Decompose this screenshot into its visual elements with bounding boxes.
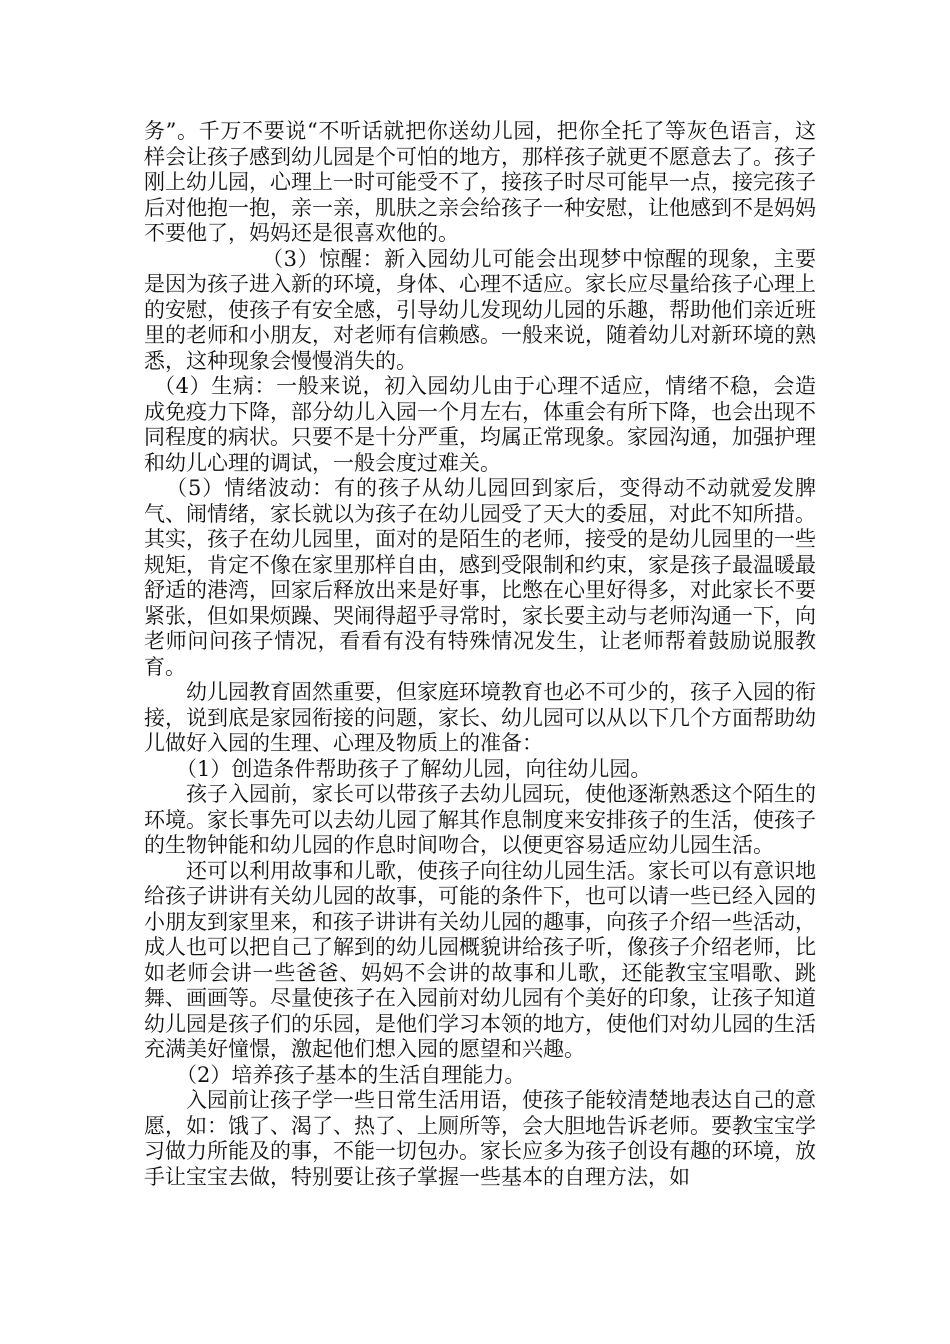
paragraph-continuation: 务”。千万不要说“不听话就把你送幼儿园，把你全托了等灰色语言，这样会让孩子感到幼儿园是个可怕的地方，那样孩子就更不愿意去了。孩子刚上幼儿园，心理上一时可能受不了，接孩子时尽可能早一点，接完孩子后对他抱一抱，亲一亲，肌肤之亲会给孩子一种安慰，让他感到不是妈妈不要他了，妈妈还是很喜欢他的。 (144, 119, 816, 245)
paragraph-self-care: 入园前让孩子学一些日常生活用语，使孩子能较清楚地表达自己的意愿，如：饿了、渴了、热了、上厕所等，会大胆地告诉老师。要教宝宝学习做力所能及的事，不能一切包办。家长应多为孩子创设有趣的环境，放手让宝宝去做，特别要让孩子掌握一些基本的自理方法，如 (144, 1088, 816, 1189)
paragraph-item-3-waking: （3）惊醒：新入园幼儿可能会出现梦中惊醒的现象，主要是因为孩子进入新的环境，身体、心理不适应。家长应尽量给孩子心理上的安慰，使孩子有安全感，引导幼儿发现幼儿园的乐趣，帮助他们亲近班里的老师和小朋友，对老师有信赖感。一般来说，随着幼儿对新环境的熟悉，这种现象会慢慢消失的。 (144, 246, 816, 373)
paragraph-item-4-illness: （4）生病：一般来说，初入园幼儿由于心理不适应，情绪不稳，会造成免疫力下降，部分幼儿入园一个月左右，体重会有所下降，也会出现不同程度的病状。只要不是十分严重，均属正常现象。家园沟通，加强护理和幼儿心理的调试，一般会度过难关。 (144, 374, 816, 475)
paragraph-stories-songs: 还可以利用故事和儿歌，使孩子向往幼儿园生活。家长可以有意识地给孩子讲讲有关幼儿园的故事，可能的条件下，也可以请一些已经入园的小朋友到家里来，和孩子讲讲有关幼儿园的趣事，向孩子介绍一些活动，成人也可以把自己了解到的幼儿园概貌讲给孩子听，像孩子介绍老师，比如老师会讲一些爸爸、妈妈不会讲的故事和儿歌，还能教宝宝唱歌、跳舞、画画等。尽量使孩子在入园前对幼儿园有个美好的印象，让孩子知道幼儿园是孩子们的乐园，是他们学习本领的地方，使他们对幼儿园的生活充满美好憧憬，激起他们想入园的愿望和兴趣。 (144, 858, 816, 1061)
paragraph-heading-1: （1）创造条件帮助孩子了解幼儿园，向往幼儿园。 (176, 756, 652, 781)
paragraph-family-education: 幼儿园教育固然重要，但家庭环境教育也必不可少的，孩子入园的衔接，说到底是家园衔接的问题，家长、幼儿园可以从以下几个方面帮助幼儿做好入园的生理、心理及物质上的准备： (144, 680, 816, 755)
document-body (144, 119, 816, 1190)
paragraph-item-5-mood: （5）情绪波动：有的孩子从幼儿园回到家后，变得动不动就爱发脾气、闹情绪，家长就以为孩子在幼儿园受了天大的委屈，对此不知所措。其实，孩子在幼儿园里，面对的是陌生的老师，接受的是幼儿园里的一些规矩，肯定不像在家里那样自由，感到受限制和约束，家是孩子最温暖最舒适的港湾，回家后释放出来是好事，比憋在心里好得多，对此家长不要紧张，但如果烦躁、哭闹得超乎寻常时，家长要主动与老师沟通一下，向老师问问孩子情况，看看有没有特殊情况发生，让老师帮着鼓励说服教育。 (144, 476, 816, 679)
paragraph-visit-kindergarten: 孩子入园前，家长可以带孩子去幼儿园玩，使他逐渐熟悉这个陌生的环境。家长事先可以去幼儿园了解其作息制度来安排孩子的生活，使孩子的生物钟能和幼儿园的作息时间吻合，以便更容易适应幼儿园生活。 (144, 782, 816, 857)
paragraph-heading-2: （2）培养孩子基本的生活自理能力。 (176, 1062, 526, 1087)
